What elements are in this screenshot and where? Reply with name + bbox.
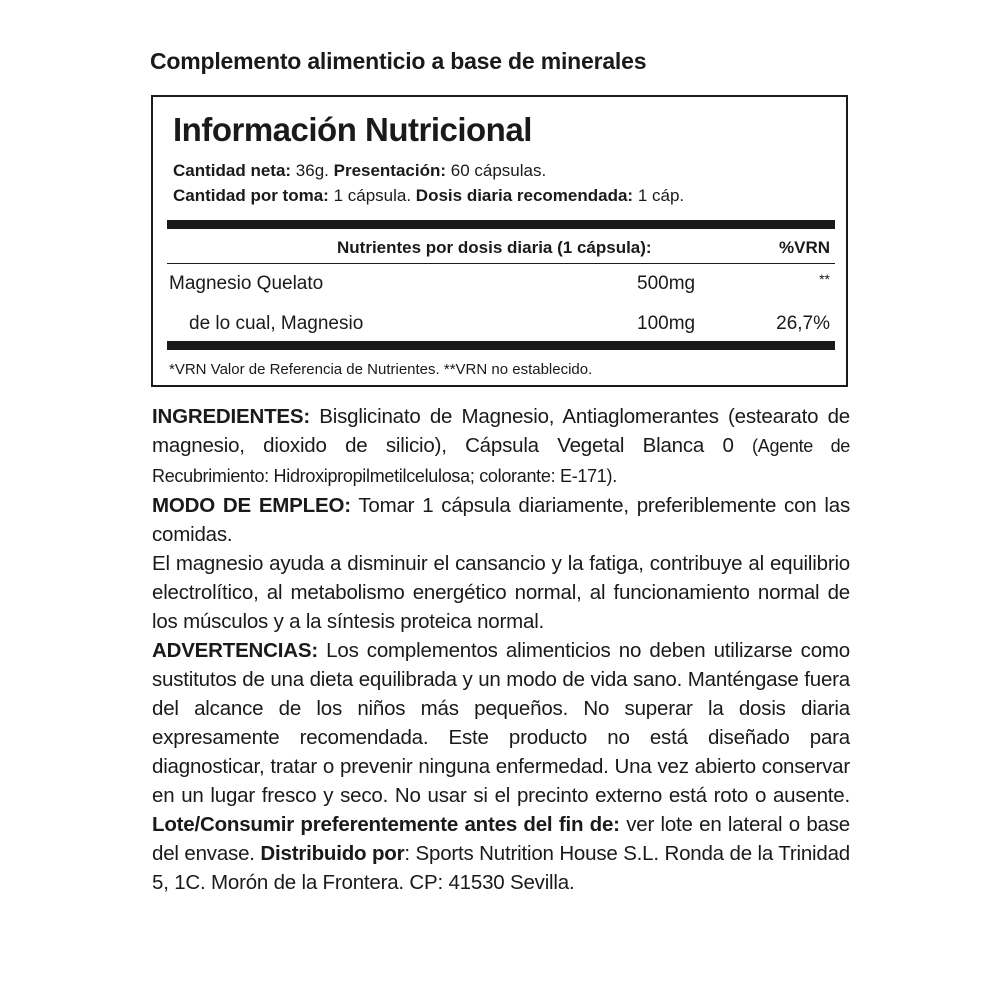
dose-per-serving-label: Cantidad por toma: bbox=[173, 186, 329, 205]
nutrition-info-panel bbox=[151, 95, 848, 387]
header-divider bbox=[167, 263, 835, 264]
nutrient-name: de lo cual, Magnesio bbox=[189, 313, 364, 334]
warnings-label: ADVERTENCIAS: bbox=[152, 639, 318, 662]
ingredients-paragraph bbox=[152, 402, 850, 491]
net-quantity-label: Cantidad neta: bbox=[173, 161, 292, 180]
dose-line bbox=[173, 186, 684, 206]
usage-paragraph bbox=[152, 491, 850, 549]
nutrient-vrn: ** bbox=[819, 271, 830, 287]
nutrients-column-header: Nutrientes por dosis diaria (1 cápsula): bbox=[337, 238, 652, 257]
usage-text: Tomar 1 cápsula diariamente, preferiblemente con las comidas. bbox=[152, 494, 850, 546]
net-quantity-line bbox=[173, 161, 546, 181]
net-quantity-value: 36g. bbox=[291, 161, 334, 180]
distributor-text: : Sports Nutrition House S.L. Ronda de la Trinidad 5, 1C. Morón de la Frontera. CP: 41530 Sevilla. bbox=[152, 842, 851, 894]
vrn-column-header: %VRN bbox=[778, 238, 830, 257]
ingredients-coating-text: (Agente de Recubrimiento: Hidroxipropilmetilcelulosa; colorante: E-171). bbox=[152, 436, 850, 486]
distributor-label: Distribuido por bbox=[260, 842, 405, 865]
presentation-value: 60 cápsulas. bbox=[446, 161, 547, 180]
daily-dose-value: 1 cáp. bbox=[633, 186, 685, 205]
presentation-label: Presentación: bbox=[333, 161, 447, 180]
nutrition-title: Información Nutricional bbox=[173, 111, 532, 148]
lot-label: Lote/Consumir preferentemente antes del fin de: bbox=[152, 813, 620, 836]
vrn-footnote: *VRN Valor de Referencia de Nutrientes. **VRN no establecido. bbox=[169, 361, 593, 378]
benefits-paragraph: El magnesio ayuda a disminuir el cansancio y la fatiga, contribuye al equilibrio electrolítico, al metabolismo energético normal, al funcionamiento normal de los músculos y a la síntesis proteica normal. bbox=[152, 552, 850, 633]
table-bottom-divider bbox=[167, 341, 835, 350]
table-top-divider bbox=[167, 220, 835, 229]
lot-text: ver lote en lateral o base del envase. bbox=[152, 813, 850, 865]
warnings-paragraph bbox=[152, 636, 850, 897]
warnings-text: Los complementos alimenticios no deben utilizarse como sustitutos de una dieta equilibrada y un modo de vida sano. Manténgase fuera del alcance de los niños más pequeños. No superar la dosis diaria expresamente recomendada. Este producto no está diseñado para diagnosticar, tratar o prevenir ninguna enfermedad. Una vez abierto conservar en un lugar fresco y seco. No usar si el precinto externo está roto o ausente. bbox=[152, 639, 850, 807]
usage-label: MODO DE EMPLEO: bbox=[152, 494, 351, 517]
daily-dose-label: Dosis diaria recomendada: bbox=[415, 186, 634, 205]
ingredients-text: Bisglicinato de Magnesio, Antiaglomerantes (estearato de magnesio, dioxido de silicio), Cápsula Vegetal Blanca 0 bbox=[152, 405, 850, 457]
ingredients-label: INGREDIENTES: bbox=[152, 405, 310, 428]
nutrient-amount: 500mg bbox=[637, 273, 696, 294]
nutrient-amount: 100mg bbox=[637, 313, 696, 334]
product-subtitle: Complemento alimenticio a base de minerales bbox=[150, 48, 647, 74]
nutrient-name: Magnesio Quelato bbox=[169, 273, 324, 294]
label-body-text bbox=[152, 402, 850, 897]
dose-per-serving-value: 1 cápsula. bbox=[328, 186, 416, 205]
nutrient-vrn: 26,7% bbox=[776, 313, 830, 334]
